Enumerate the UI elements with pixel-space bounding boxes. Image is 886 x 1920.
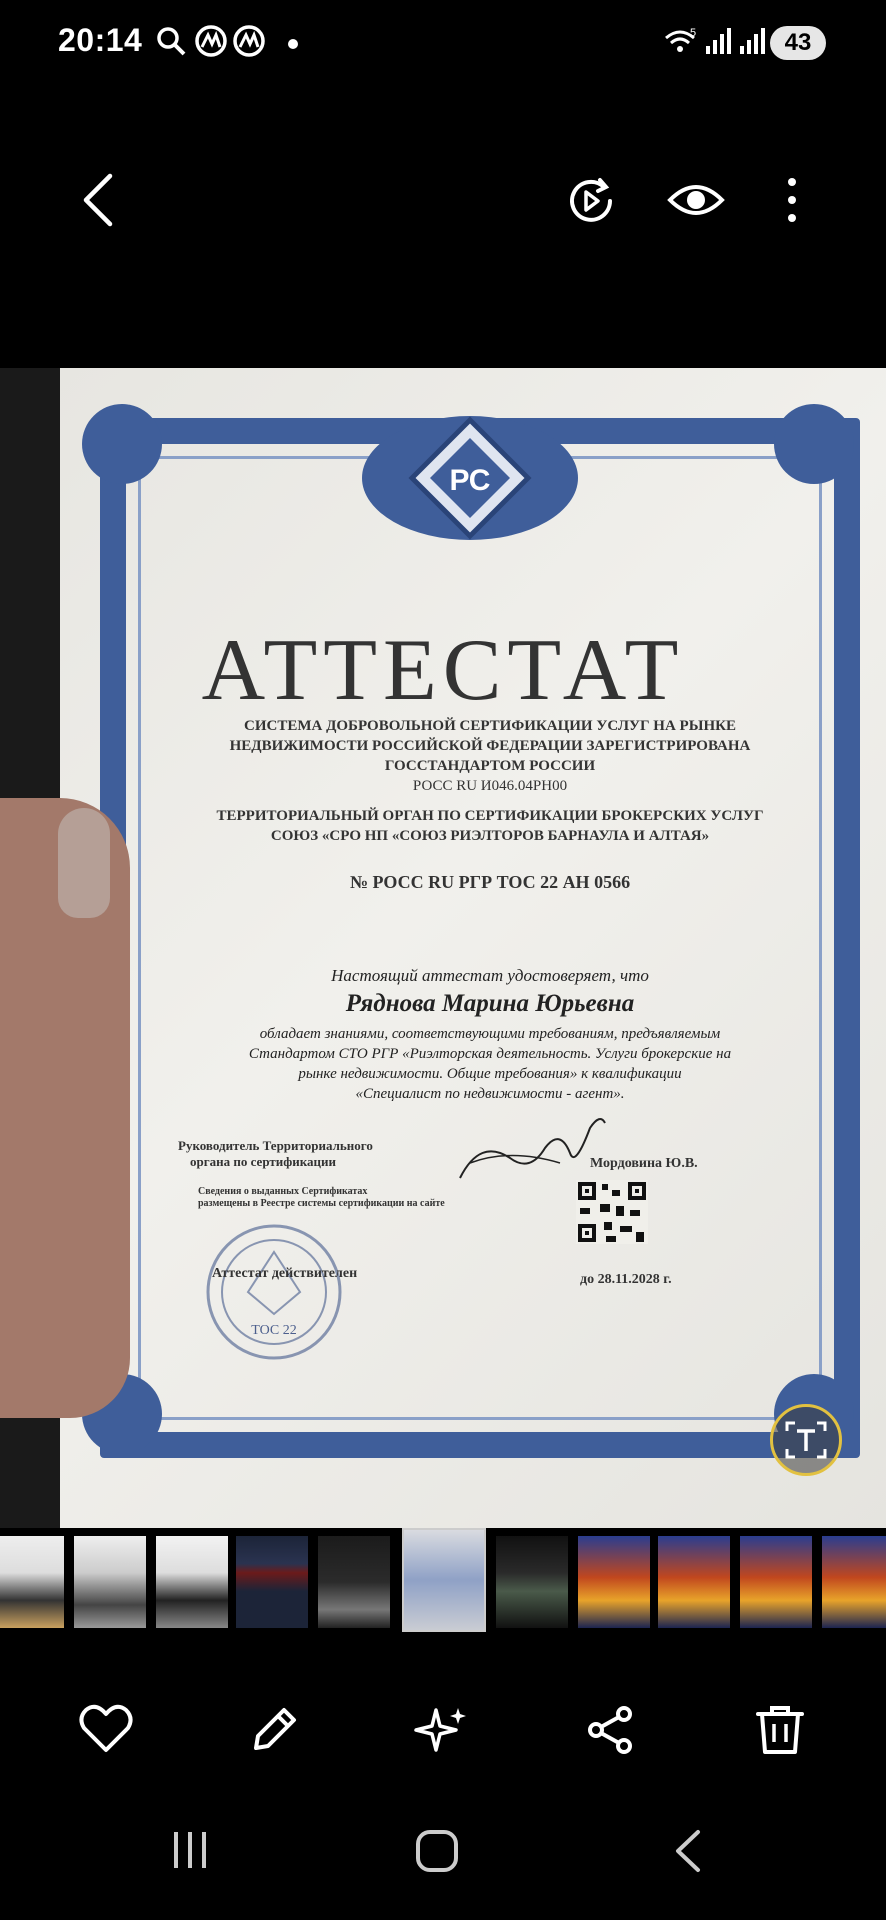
dot-icon (286, 24, 300, 58)
body-line: рынке недвижимости. Общие требования» к квалификации (298, 1066, 682, 1082)
search-icon (156, 24, 186, 58)
signal-icon (704, 24, 734, 58)
svg-text:РС: РС (449, 464, 491, 497)
registry-line: Сведения о выданных Сертификатах (198, 1186, 368, 1197)
thumbnail[interactable] (74, 1536, 146, 1628)
sparkle-icon[interactable] (412, 1700, 472, 1760)
status-bar (0, 0, 886, 90)
thumbnail[interactable] (496, 1536, 568, 1628)
head-title-line: органа по сертификации (190, 1154, 336, 1169)
status-time: 20:14 (58, 22, 143, 58)
body-line: «Специалист по недвижимости - агент». (355, 1086, 625, 1102)
certificate-logo (360, 408, 580, 548)
thumbnail[interactable] (658, 1536, 730, 1628)
header-line: РОСС RU И046.04РН00 (412, 778, 568, 794)
corner-ornament (82, 404, 162, 484)
certificate-number: № РОСС RU РГР ТОС 22 АН 0566 (349, 872, 631, 892)
valid-label: Аттестат действителен (212, 1266, 358, 1281)
header-line: ГОССТАНДАРТОМ РОССИИ (384, 758, 596, 774)
thumbnail[interactable] (740, 1536, 812, 1628)
video-remaster-icon[interactable] (564, 174, 618, 228)
certificate-title: АТТЕСТАТ (201, 622, 685, 719)
thumbnail[interactable] (156, 1536, 228, 1628)
wifi-5g-icon (664, 24, 700, 58)
organ-line: ТЕРРИТОРИАЛЬНЫЙ ОРГАН ПО СЕРТИФИКАЦИИ БРОКЕРСКИХ УСЛУГ (216, 808, 764, 824)
valid-until: до 28.11.2028 г. (580, 1272, 672, 1287)
thumbnail-strip[interactable] (0, 1536, 886, 1628)
heart-icon[interactable] (76, 1700, 136, 1760)
edit-icon[interactable] (244, 1700, 304, 1760)
organ-line: СОЮЗ «СРО НП «СОЮЗ РИЭЛТОРОВ БАРНАУЛА И АЛТАЯ» (270, 828, 710, 844)
head-name: Мордовина Ю.В. (590, 1156, 698, 1171)
back-icon[interactable] (80, 172, 116, 228)
header-line: СИСТЕМА ДОБРОВОЛЬНОЙ СЕРТИФИКАЦИИ УСЛУГ НА РЫНКЕ (243, 718, 736, 734)
eye-icon[interactable] (666, 178, 726, 222)
body-line: обладает знаниями, соответствующими требованиям, предъявляемым (259, 1026, 721, 1042)
certificate-paper (60, 368, 886, 1528)
more-icon[interactable] (780, 176, 804, 224)
share-icon[interactable] (580, 1700, 640, 1760)
header-line: НЕДВИЖИМОСТИ РОССИЙСКОЙ ФЕДЕРАЦИИ ЗАРЕГИСТРИРОВАНА (229, 738, 751, 754)
thumbnail[interactable] (0, 1536, 64, 1628)
svg-text:ТОС 22: ТОС 22 (251, 1323, 297, 1338)
recipient-name: Ряднова Марина Юрьевна (345, 990, 635, 1017)
thumbnail[interactable] (822, 1536, 886, 1628)
thumbnail[interactable] (318, 1536, 390, 1628)
svg-text:5: 5 (690, 27, 697, 39)
thumbnail[interactable] (236, 1536, 308, 1628)
trash-icon[interactable] (750, 1700, 810, 1760)
head-title-line: Руководитель Территориального (178, 1138, 373, 1153)
photo-view[interactable] (0, 368, 886, 1528)
home-icon[interactable] (414, 1828, 460, 1874)
signal-icon (738, 24, 768, 58)
qr-code (576, 1180, 648, 1244)
text-scan-icon (773, 1407, 839, 1473)
corner-ornament (774, 404, 854, 484)
body-line: Стандартом СТО РГР «Риэлторская деятельность. Услуги брокерские на (248, 1046, 732, 1062)
app-icon (232, 24, 266, 58)
registry-line: размещены в Реестре системы сертификации на сайте (198, 1198, 445, 1209)
nav-back-icon[interactable] (670, 1828, 704, 1874)
thumbnail[interactable] (578, 1536, 650, 1628)
recent-apps-icon[interactable] (168, 1828, 212, 1872)
app-icon (194, 24, 228, 58)
scan-text-button[interactable] (770, 1404, 842, 1476)
battery-indicator: 43 (770, 26, 826, 60)
stamp (204, 1222, 344, 1362)
thumbnail-active[interactable] (402, 1528, 486, 1632)
certifies-text: Настоящий аттестат удостоверяет, что (331, 966, 649, 985)
fingernail (58, 808, 110, 918)
